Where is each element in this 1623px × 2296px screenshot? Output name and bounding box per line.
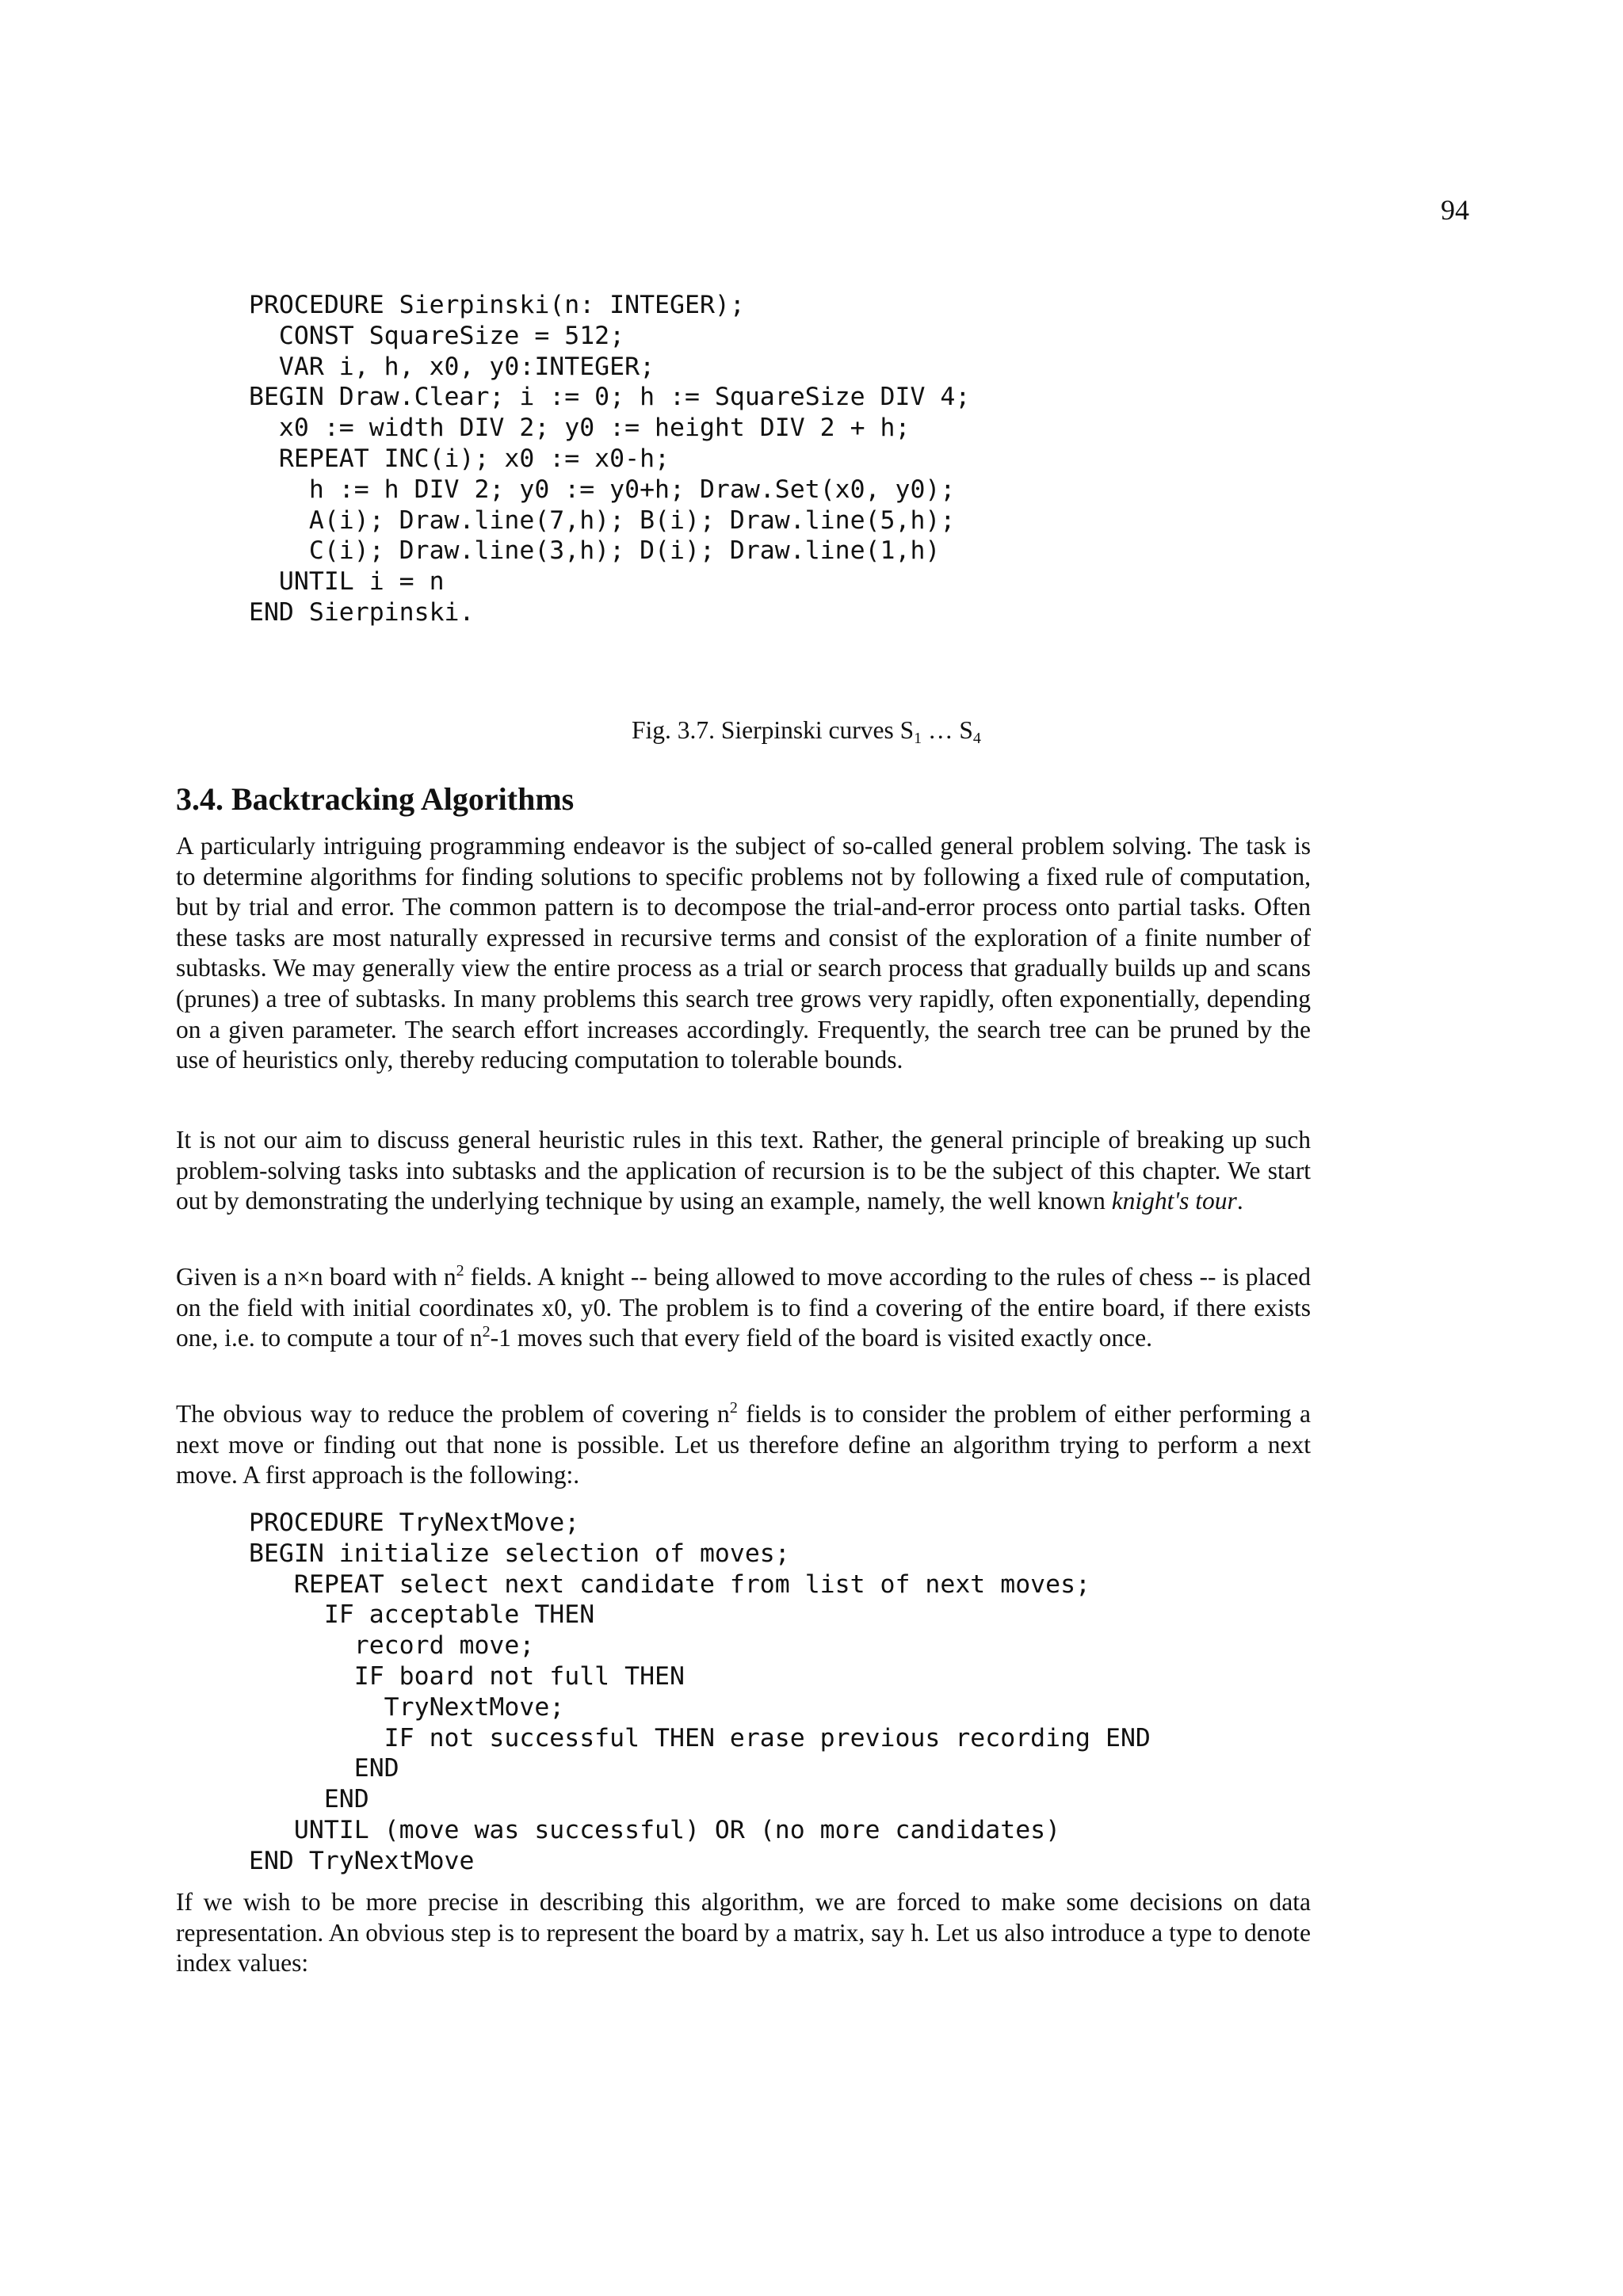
- caption-prefix: Fig. 3.7. Sierpinski curves S: [632, 716, 915, 744]
- paragraph-heuristics-end: .: [1236, 1187, 1243, 1215]
- superscript-1: 2: [456, 1262, 464, 1280]
- paragraph-obvious-part-1: The obvious way to reduce the problem of covering n: [176, 1400, 730, 1428]
- paragraph-knight-part-2: fields. A knight -- being allowed to move according to the rules of chess -- is placed on the field with initial coordinates x0, y0. The problem is to find a covering of the entire board, if there exists one, i.e. to compute a tour of n: [176, 1263, 1311, 1352]
- figure-caption: [632, 716, 981, 748]
- code-block-try-next-move: PROCEDURE TryNextMove; BEGIN initialize selection of moves; REPEAT select next candidate from list of next moves; IF acceptable THEN record move; IF board not full THEN TryNextMove; IF not successful THEN erase previous recording END END END UNTIL (move was successful) OR (no more candidates) END TryNextMove: [249, 1508, 1151, 1875]
- caption-subscript-1: 1: [914, 730, 922, 747]
- paragraph-heuristics-text: It is not our aim to discuss general heuristic rules in this text. Rather, the general principle of breaking up such problem-solving tasks into subtasks and the application of recursion is to be the subject of this chapter. We start out by demonstrating the underlying technique by using an example, namely, the well known: [176, 1126, 1311, 1215]
- superscript-2: 2: [482, 1323, 491, 1341]
- paragraph-knight-part-1: Given is a n×n board with n: [176, 1263, 456, 1291]
- paragraph-obvious-way: [176, 1399, 1311, 1491]
- paragraph-data-representation: If we wish to be more precise in describing this algorithm, we are forced to make some decisions on data representation. An obvious step is to represent the board by a matrix, say h. Let us also introduce a type to denote index values:: [176, 1888, 1311, 1978]
- paragraph-problem-solving: A particularly intriguing programming endeavor is the subject of so-called general problem solving. The task is to determine algorithms for finding solutions to specific problems not by following a fixed rule of computation, but by trial and error. The common pattern is to decompose the trial-and-error process onto partial tasks. Often these tasks are most naturally expressed in recursive terms and consist of the exploration of a finite number of subtasks. We may generally view the entire process as a trial or search process that gradually builds up and scans (prunes) a tree of subtasks. In many problems this search tree grows very rapidly, often exponentially, depending on a given parameter. The search effort increases accordingly. Frequently, the search tree can be pruned by the use of heuristics only, thereby reducing computation to tolerable bounds.: [176, 832, 1311, 1074]
- paragraph-obvious-part-2: fields is to consider the problem of either performing a next move or finding out that none is possible. Let us therefore define an algorithm trying to perform a next move. A first approach is the following:.: [176, 1400, 1311, 1489]
- page-number: 94: [1441, 194, 1469, 226]
- code-block-sierpinski: PROCEDURE Sierpinski(n: INTEGER); CONST SquareSize = 512; VAR i, h, x0, y0:INTEGER; BEGIN Draw.Clear; i := 0; h := SquareSize DIV 4; x0 := width DIV 2; y0 := height DIV 2 + h; REPEAT INC(i); x0 := x0-h; h := h DIV 2; y0 := y0+h; Draw.Set(x0, y0); A(i); Draw.line(7,h); B(i); Draw.line(5,h); C(i); Draw.line(3,h); D(i); Draw.line(1,h) UNTIL i = n END Sierpinski.: [249, 291, 971, 627]
- paragraph-heuristics: [176, 1125, 1311, 1217]
- caption-subscript-2: 4: [972, 730, 981, 747]
- paragraph-knight-board: [176, 1262, 1311, 1354]
- caption-middle: … S: [922, 716, 973, 744]
- paragraph-knight-part-3: -1 moves such that every field of the board is visited exactly once.: [490, 1324, 1153, 1352]
- superscript-3: 2: [729, 1399, 738, 1417]
- section-heading: 3.4. Backtracking Algorithms: [176, 781, 575, 817]
- knights-tour-emphasis: knight's tour: [1111, 1187, 1237, 1215]
